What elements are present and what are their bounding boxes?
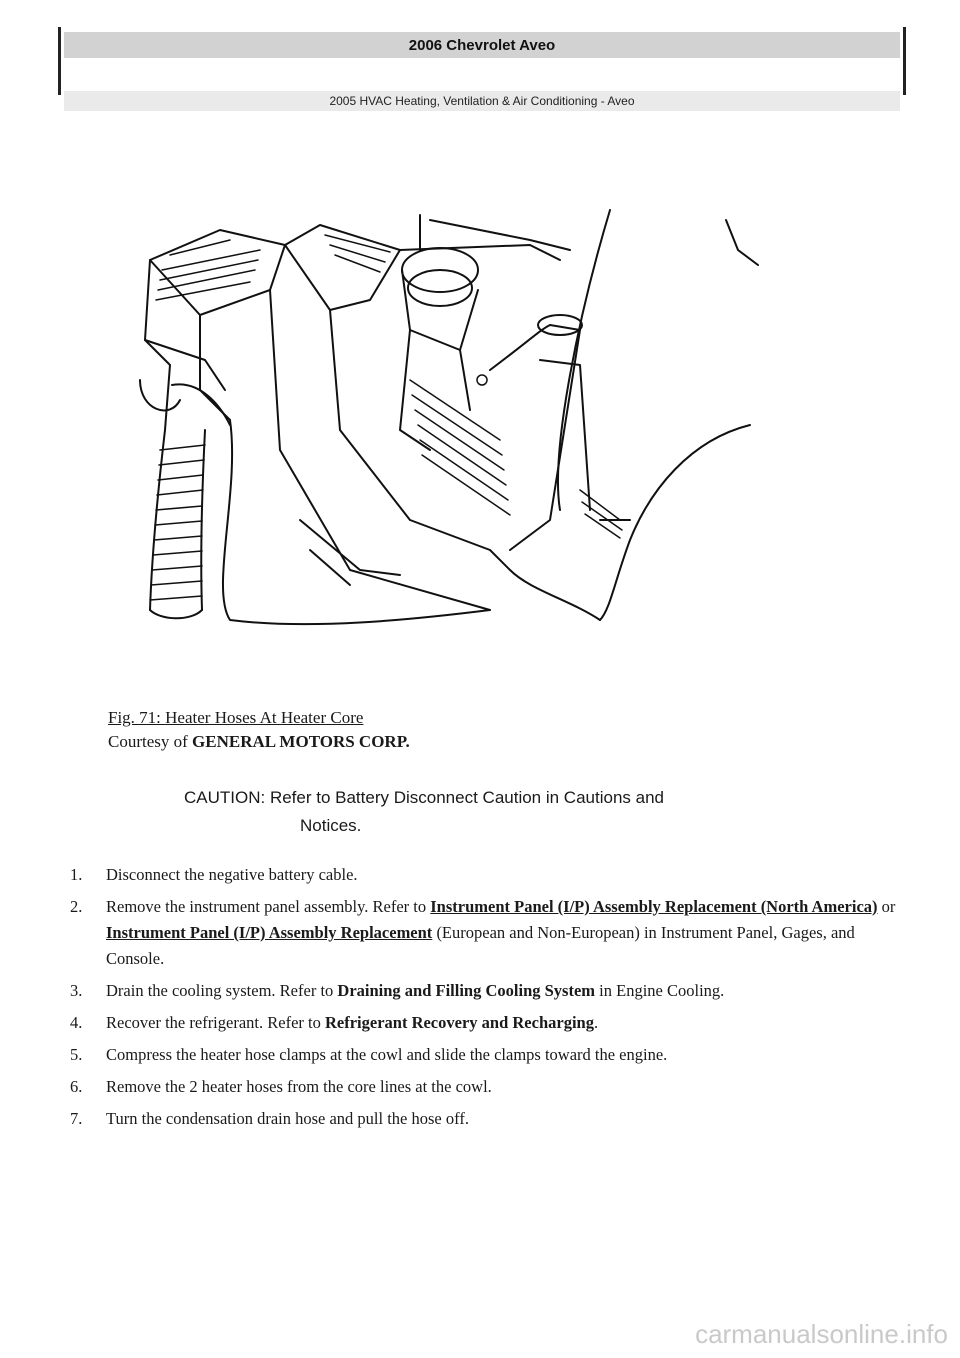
step-1 <box>70 862 900 888</box>
step-text: Turn the condensation drain hose and pull the hose off. <box>106 1109 469 1128</box>
step-3 <box>70 978 900 1004</box>
step-text-pre: Remove the instrument panel assembly. Refer to <box>106 897 431 916</box>
ref-refrigerant-recovery[interactable]: Refrigerant Recovery and Recharging <box>324 1013 594 1032</box>
page-header <box>58 27 906 108</box>
header-title: 2006 Chevrolet Aveo <box>64 32 900 58</box>
figure-caption-block <box>108 706 410 754</box>
step-number: 4. <box>70 1013 83 1032</box>
header-border-left <box>58 27 61 95</box>
step-text-post: in Engine Cooling. <box>595 981 725 1000</box>
caution-line-2: Notices. <box>300 816 362 835</box>
step-number: 2. <box>70 897 83 916</box>
step-5 <box>70 1042 900 1068</box>
caution-line-1: CAUTION: Refer to Battery Disconnect Caution in Cautions and <box>184 788 664 807</box>
step-2 <box>70 894 900 972</box>
step-text: Disconnect the negative battery cable. <box>106 865 358 884</box>
step-text <box>106 894 900 972</box>
step-text: Compress the heater hose clamps at the cowl and slide the clamps toward the engine. <box>106 1045 668 1064</box>
header-subtitle: 2005 HVAC Heating, Ventilation & Air Conditioning - Aveo <box>64 91 900 111</box>
link-ip-assembly-replacement[interactable]: Instrument Panel (I/P) Assembly Replacement <box>106 923 433 942</box>
step-number: 6. <box>70 1077 83 1096</box>
ref-draining-filling[interactable]: Draining and Filling Cooling System <box>337 981 596 1000</box>
step-text-post: (European and Non-European) in Instrument Panel, Gages, and Console. <box>106 923 855 968</box>
step-text-post: . <box>593 1013 599 1032</box>
step-4 <box>70 1010 900 1036</box>
step-text-pre: Drain the cooling system. Refer to <box>106 981 338 1000</box>
step-6 <box>70 1074 900 1100</box>
step-text-pre: Recover the refrigerant. Refer to <box>106 1013 325 1032</box>
link-ip-assembly-na[interactable]: Instrument Panel (I/P) Assembly Replacement (North America) <box>430 897 878 916</box>
header-border-right <box>903 27 906 95</box>
courtesy-prefix: Courtesy of <box>108 732 193 751</box>
figure-caption: Fig. 71: Heater Hoses At Heater Core <box>108 708 364 727</box>
figure-courtesy <box>108 730 410 754</box>
step-7 <box>70 1106 900 1132</box>
step-number: 5. <box>70 1045 83 1064</box>
step-text <box>106 1010 900 1036</box>
caution-note <box>184 784 884 840</box>
step-text-mid: or <box>877 897 896 916</box>
step-number: 1. <box>70 865 83 884</box>
step-text <box>106 978 900 1004</box>
step-text: Remove the 2 heater hoses from the core lines at the cowl. <box>106 1077 492 1096</box>
heater-hoses-illustration <box>110 190 870 640</box>
step-number: 3. <box>70 981 83 1000</box>
step-number: 7. <box>70 1109 83 1128</box>
courtesy-name: GENERAL MOTORS CORP. <box>192 732 410 751</box>
watermark: carmanualsonline.info <box>695 1319 948 1349</box>
procedure-steps <box>70 862 900 1138</box>
